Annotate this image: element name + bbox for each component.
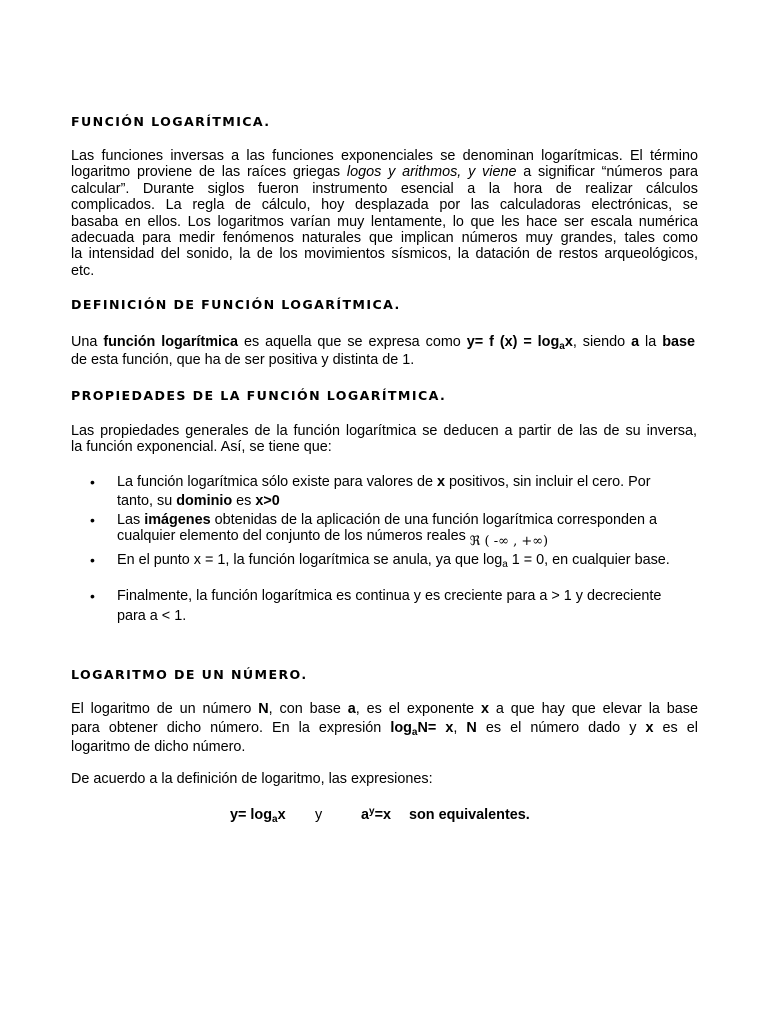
text-line: En el punto x = 1, la función logarítmica se anula, ya que $\log_a 1 = 0$, en cualquier base. (117, 552, 670, 570)
text-line: logaritmo proviene de las raíces griegas logos y arithmos, y viene a significar “números para (71, 164, 698, 181)
equation-exp-form: $a^y=x$ (361, 806, 391, 823)
text-line: para obtener dicho número. En la expresión $\log_aN= x$, N es el número dado y x es el (71, 720, 698, 738)
bullet-item-punto (117, 552, 702, 568)
text-line: complicados. La regla de cálculo, hoy desplazada por las calculadoras electrónicas, se (71, 197, 698, 214)
log-expression: $\log_aN= x$ (390, 720, 454, 738)
section-heading-propiedades: PROPIEDADES DE LA FUNCIÓN LOGARÍTMICA. (71, 388, 447, 403)
equivalence-intro: De acuerdo a la definición de logaritmo, las expresiones: (71, 771, 433, 787)
text-line: Finalmente, la función logarítmica es continua y es creciente para a > 1 y decreciente (117, 588, 662, 604)
text-line: Las funciones inversas a las funciones exponenciales se denominan logarítmicas. El término (71, 148, 698, 164)
text-line: calcular”. Durante siglos fueron instrumento esencial a la hora de realizar cálculos (71, 180, 698, 197)
bullet-icon: • (90, 512, 95, 528)
logaritmo-paragraph (71, 700, 698, 757)
text-line: la intensidad del sonido, la de los movimientos sísmicos, la datación de restos arqueológicos, (71, 246, 698, 263)
text-line: tanto, su dominio es x>0 (117, 493, 280, 510)
bullet-icon: • (90, 588, 95, 604)
text-line: La función logarítmica sólo existe para valores de x positivos, sin incluir el cero. Por (117, 474, 651, 490)
intro-paragraph (71, 148, 698, 279)
equation-connector: y (315, 807, 323, 823)
text-line: Las imágenes obtenidas de la aplicación de una función logarítmica corresponden a (117, 512, 657, 528)
properties-intro-paragraph (71, 423, 697, 456)
section-heading-funcion-logaritmica: FUNCIÓN LOGARÍTMICA. (71, 114, 271, 129)
equation-conclusion: son equivalentes. (409, 807, 530, 823)
text-line: etc. (71, 262, 95, 279)
definition-paragraph (71, 334, 695, 369)
bullet-item-continua (117, 588, 702, 625)
section-heading-definicion: DEFINICIÓN DE FUNCIÓN LOGARÍTMICA. (71, 297, 401, 312)
text-line: basaba en ellos. Los logaritmos varían muy lentamente, lo que les hace ser escala numérica (71, 213, 698, 230)
section-heading-logaritmo: LOGARITMO DE UN NÚMERO. (71, 667, 308, 682)
bullet-icon: • (90, 552, 95, 568)
function-formula: y= f $(x) = \log_ax$ (466, 334, 573, 352)
text-line: El logaritmo de un número N, con base a, es el exponente x a que hay que elevar la base (71, 701, 699, 717)
equation-log-form: $y= \log_ax$ (230, 807, 286, 825)
text-line: para a < 1. (117, 608, 187, 625)
text-line: Las propiedades generales de la función logarítmica se deducen a partir de las de su inversa, (71, 423, 697, 439)
text-line: la función exponencial. Así, se tiene que: (71, 439, 332, 456)
bullet-item-dominio (117, 474, 702, 510)
real-numbers-symbol: ℜ ( -∞ , +∞) (469, 534, 549, 550)
text-line: cualquier elemento del conjunto de los números reales ℜ ( -∞ , +∞) (117, 528, 549, 550)
text-line: Una función logarítmica es aquella que se expresa como y= f $(x) = \log_ax$, siendo a la base (71, 334, 696, 352)
text-line: de esta función, que ha de ser positiva y distinta de 1. (71, 352, 415, 369)
text-line: logaritmo de dicho número. (71, 739, 246, 755)
text-line: adecuada para medir fenómenos naturales que implican números muy grandes, tales como (71, 230, 698, 247)
bullet-item-imagenes (117, 512, 702, 550)
bullet-icon: • (90, 474, 95, 490)
